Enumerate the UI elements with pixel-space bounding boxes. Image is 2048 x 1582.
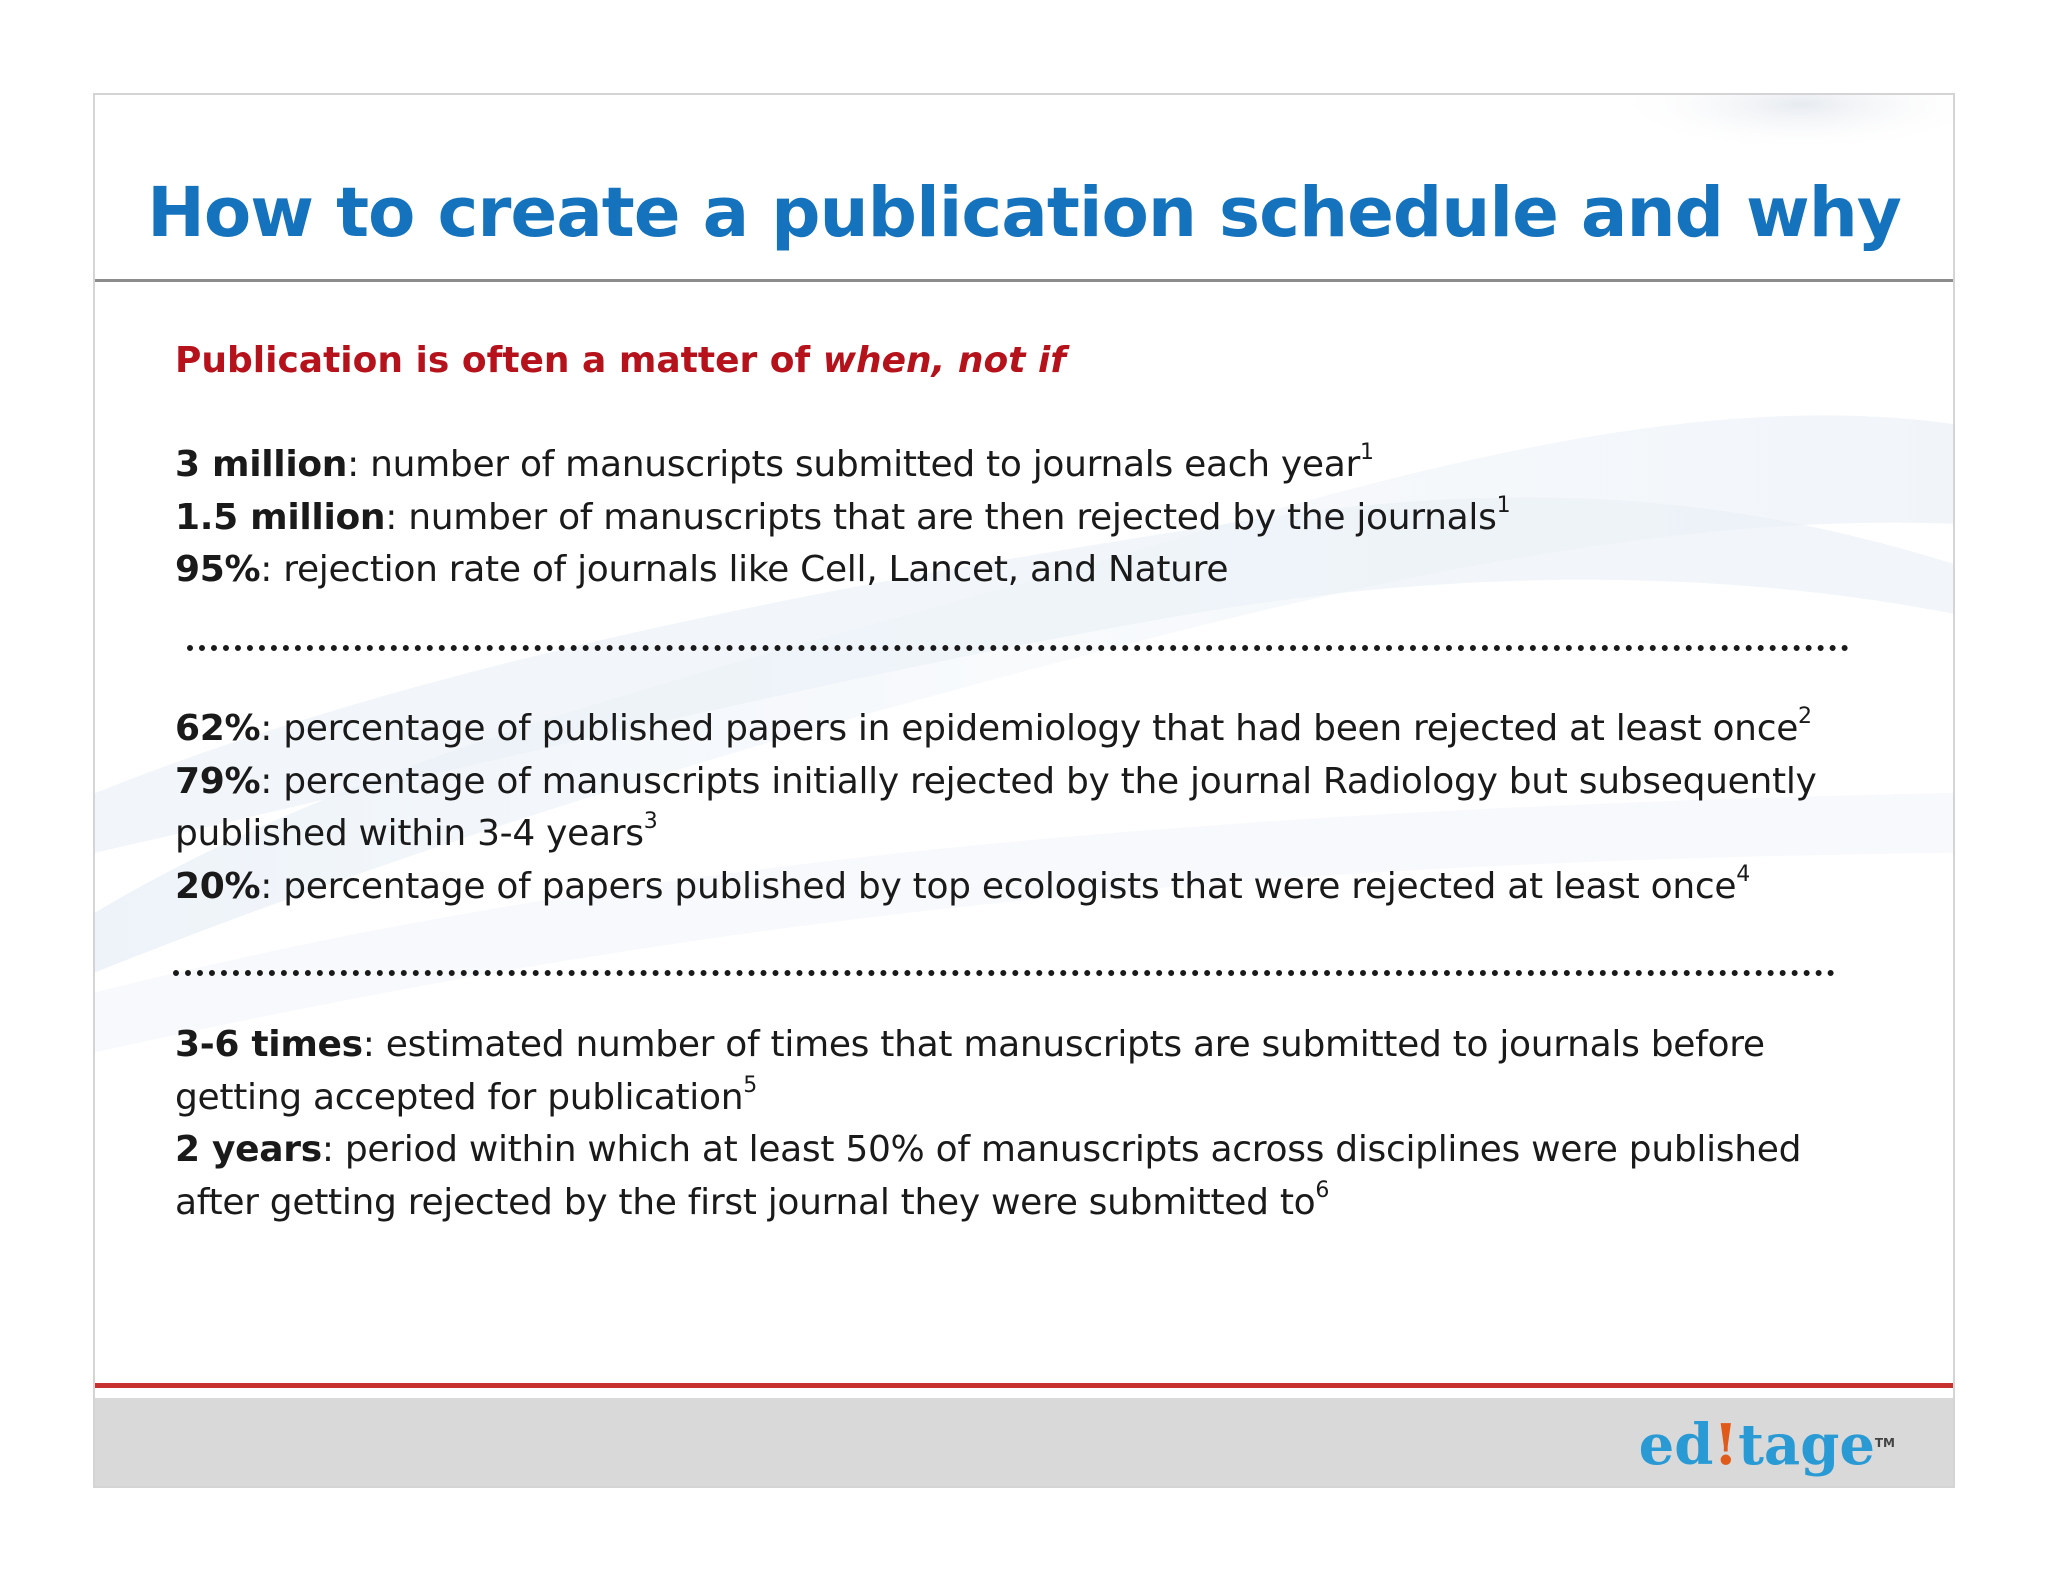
stat-text: : rejection rate of journals like Cell, Lancet, and Nature [260,549,1229,590]
trademark-mark: TM [1874,1436,1895,1450]
stats-group-2 [175,703,1875,913]
stat-ref: 3 [643,809,658,834]
editage-logo [1638,1412,1895,1478]
stat-item [175,756,1875,861]
stat-text: : number of manuscripts submitted to journals each year [347,444,1360,485]
stat-ref: 6 [1315,1177,1330,1203]
footer-bar [95,1398,1953,1488]
stat-text: : period within which at least 50% of manuscripts across disciplines were published after getting rejected by the first journal they were submitted to [175,1129,1802,1223]
stat-item [175,861,1875,914]
dotted-separator [173,970,1835,976]
stat-value: 1.5 million [175,496,386,538]
slide [93,93,1955,1488]
logo-prefix: ed [1638,1412,1714,1478]
title-divider [95,279,1953,282]
stats-group-1 [175,439,1875,597]
stat-text: : percentage of published papers in epidemiology that had been rejected at least once [260,708,1799,749]
stats-group-3 [175,1019,1875,1229]
stat-value: 62% [175,708,261,749]
page-title: How to create a publication schedule and why [147,173,1901,253]
logo-accent: ! [1713,1412,1739,1478]
stat-item [175,1019,1875,1124]
stat-value: 3-6 times [175,1024,363,1065]
stat-text: : number of manuscripts that are then rejected by the journals [385,496,1497,538]
dotted-separator [187,645,1849,651]
stat-ref: 1 [1359,440,1374,465]
stat-value: 2 years [175,1129,322,1170]
stat-text: : percentage of papers published by top ecologists that were rejected at least once [260,865,1737,907]
subtitle-prefix: Publication is often a matter of [175,340,823,381]
stat-text: : estimated number of times that manuscripts are submitted to journals before getting accepted for publication [175,1024,1765,1118]
footer-divider [95,1383,1953,1388]
stat-value: 20% [175,865,261,907]
stat-ref: 2 [1798,704,1812,729]
stat-ref: 4 [1736,861,1750,887]
slide-subtitle [175,335,1875,387]
slide-content [175,335,1875,387]
stat-item [175,544,1875,597]
stat-item [175,703,1875,756]
stat-item [175,1124,1875,1229]
stat-value: 3 million [175,444,348,485]
logo-suffix: tage [1738,1412,1875,1478]
stat-value: 95% [175,549,261,590]
stat-item [175,492,1875,545]
subtitle-emphasis: when, not if [822,340,1066,381]
stat-ref: 5 [743,1072,757,1098]
stat-ref: 1 [1496,492,1511,518]
stat-text: : percentage of manuscripts initially rejected by the journal Radiology but subsequently published within 3-4 years [175,760,1817,854]
stat-value: 79% [175,760,261,802]
stat-item [175,439,1875,492]
